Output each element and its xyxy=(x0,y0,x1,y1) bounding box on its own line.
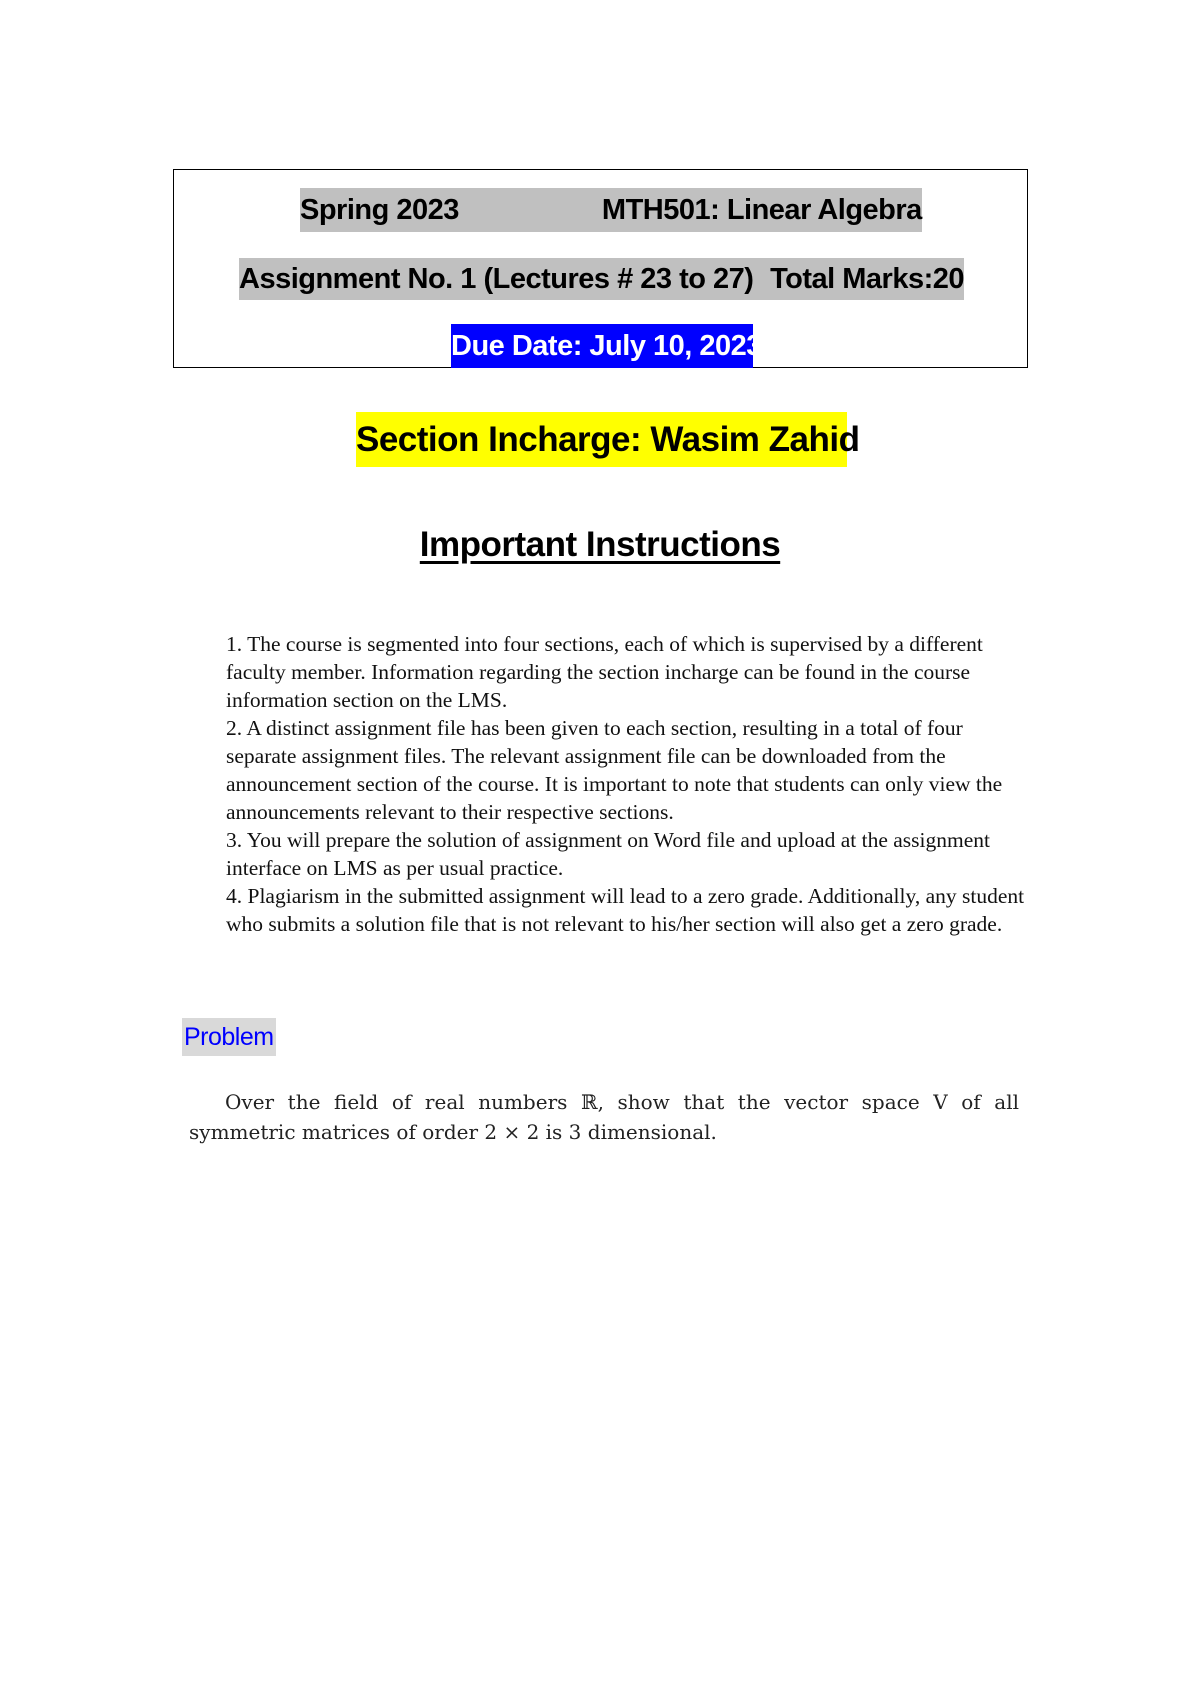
assignment-label: Assignment No. 1 (Lectures # 23 to 27) xyxy=(239,263,754,295)
instruction-item: 4. Plagiarism in the submitted assignment will lead to a zero grade. Additionally, any student who submits a solution file that is not relevant to his/her section will also get a zero grade. xyxy=(226,884,1025,936)
header-spacer xyxy=(459,188,602,232)
instructions-title: Important Instructions xyxy=(419,525,781,564)
header-line-assignment xyxy=(239,258,964,300)
instruction-item: 1. The course is segmented into four sections, each of which is supervised by a different faculty member. Information regarding the section incharge can be found in the course information section on the LMS. xyxy=(226,632,983,712)
instructions-list xyxy=(226,630,1026,938)
course-label: MTH501: Linear Algebra xyxy=(602,188,922,232)
due-date-label: Due Date: July 10, 2023 xyxy=(451,324,753,368)
section-incharge-label: Section Incharge: Wasim Zahid xyxy=(356,412,847,467)
total-marks-label: Total Marks:20 xyxy=(770,263,964,295)
problem-statement: Over the field of real numbers ℝ, show that the vector space V of all symmetric matrices of order 2 × 2 is 3 dimensional. xyxy=(189,1090,1019,1144)
header-line-term-course xyxy=(300,188,922,232)
problem-heading: Problem xyxy=(182,1018,276,1056)
instruction-item: 3. You will prepare the solution of assignment on Word file and upload at the assignment interface on LMS as per usual practice. xyxy=(226,828,990,880)
instruction-item: 2. A distinct assignment file has been given to each section, resulting in a total of four separate assignment files. The relevant assignment file can be downloaded from the announcement section of the course. It is important to note that students can only view the announcements relevant to their respective sections. xyxy=(226,716,1003,824)
term-label: Spring 2023 xyxy=(300,188,459,232)
